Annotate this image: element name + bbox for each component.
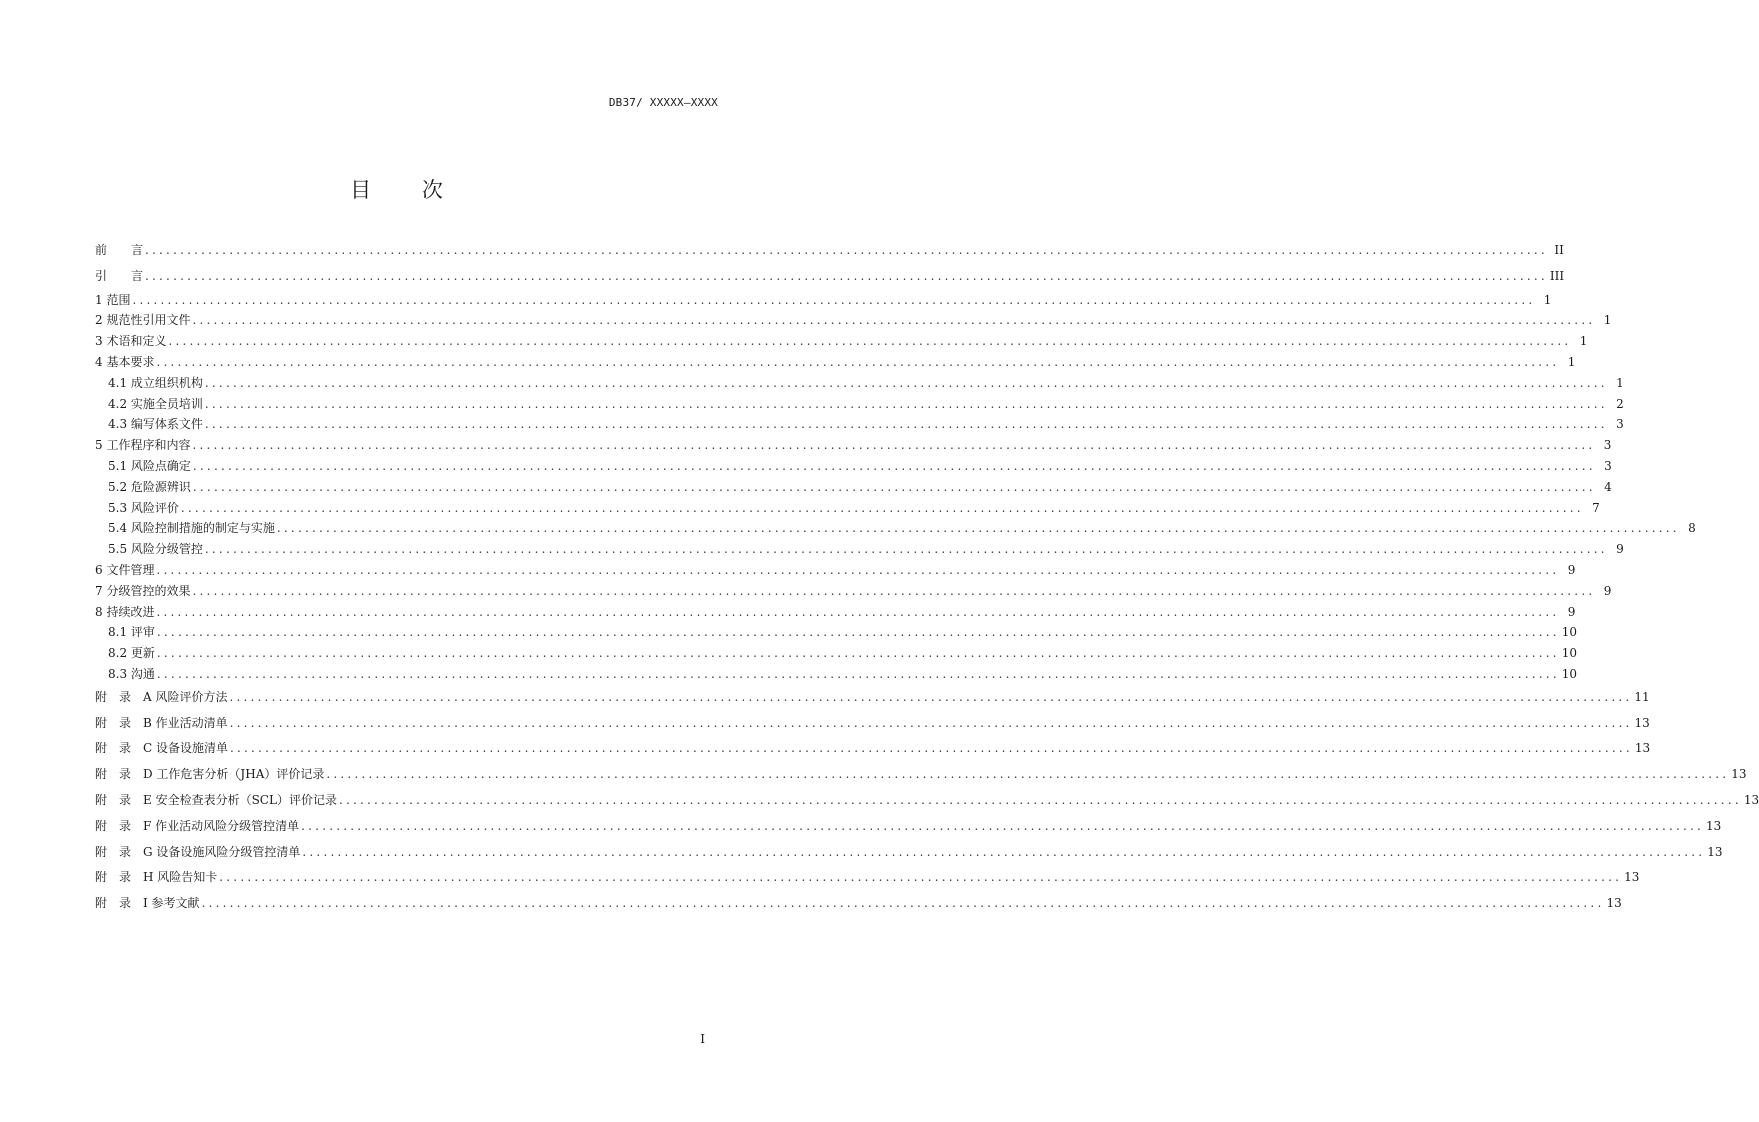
toc-entry[interactable] [95,711,1650,737]
toc-dot-leader: ........................................................................................................................................................................................................ [132,292,1536,307]
toc-entry-label: 4 基本要求 [95,354,155,369]
toc-dot-leader: ........................................................................................................................................................................................................ [204,542,1608,557]
toc-entry-page: 2 [1616,396,1624,411]
toc-entry-label: 附 录 A 风险评价方法 [95,689,228,704]
toc-entry[interactable] [95,865,1640,891]
toc-entry[interactable] [95,518,1696,539]
toc-entry[interactable] [95,581,1612,602]
toc-entry[interactable] [95,622,1578,643]
toc-dot-leader: ........................................................................................................................................................................................................ [156,666,1560,681]
toc-entry[interactable] [95,435,1612,456]
toc-dot-leader: ........................................................................................................................................................................................................ [145,243,1548,257]
toc-dot-leader: ........................................................................................................................................................................................................ [145,268,1548,283]
toc-dot-leader: ........................................................................................................................................................................................................ [156,625,1560,640]
toc-entry-page: 1 [1616,375,1624,390]
toc-entry-label: 5.5 风险分级管控 [108,542,203,557]
toc-entry[interactable] [95,498,1600,519]
toc-entry-label: 附 录 C 设备设施清单 [95,741,228,756]
toc-entry[interactable] [95,394,1624,415]
toc-entry-page: 1 [1543,292,1552,307]
toc-entry[interactable] [95,891,1622,917]
toc-entry-page: 9 [1567,604,1576,619]
toc-entry-page: 13 [1624,870,1640,885]
toc-entry[interactable] [95,290,1552,311]
toc-entry-label: 1 范围 [95,292,131,307]
toc-dot-leader: ........................................................................................................................................................................................................ [204,396,1608,411]
toc-dot-leader: ........................................................................................................................................................................................................ [168,334,1572,349]
toc-entry-page: 9 [1567,562,1576,577]
toc-entry-page: 8 [1688,521,1696,536]
toc-entry-label: 附 录 F 作业活动风险分级管控清单 [95,818,300,833]
toc-entry-page: 9 [1616,542,1624,557]
toc-entry-label: 6 文件管理 [95,562,155,577]
toc-dot-leader: ........................................................................................................................................................................................................ [156,604,1560,619]
document-code: DB37/ XXXXX—XXXX [608,96,718,109]
toc-entry-label: 4.1 成立组织机构 [108,375,203,390]
toc-entry-label: 附 录 G 设备设施风险分级管控清单 [95,844,301,859]
toc-dot-leader: ........................................................................................................................................................................................................ [276,521,1680,536]
toc-dot-leader: ........................................................................................................................................................................................................ [156,562,1560,577]
toc-entry-label: 附 录 I 参考文献 [95,896,200,911]
toc-entry-page: 13 [1731,767,1747,782]
toc-dot-leader: ........................................................................................................................................................................................................ [201,896,1605,911]
toc-entry-page: 1 [1603,313,1612,328]
toc-entry-label: 附 录 H 风险告知卡 [95,870,218,885]
toc-entry-page: 3 [1603,438,1612,453]
toc-dot-leader: ........................................................................................................................................................................................................ [301,818,1705,833]
toc-entry[interactable] [95,264,1565,290]
toc-entry-label: 5.1 风险点确定 [108,458,191,473]
toc-entry-page: 3 [1616,417,1624,432]
toc-dot-leader: ........................................................................................................................................................................................................ [156,646,1560,661]
toc-entry-label: 前 言 [95,243,144,257]
toc-entry-page: 13 [1707,844,1723,859]
toc-entry-label: 附 录 B 作业活动清单 [95,715,228,730]
toc-entry[interactable] [95,331,1588,352]
toc-entry-label: 附 录 E 安全检查表分析（SCL）评价记录 [95,792,337,807]
toc-entry-label: 5 工作程序和内容 [95,438,191,453]
toc-entry-page: 1 [1567,354,1576,369]
toc-entry-page: 3 [1604,458,1612,473]
toc-entry-label: 5.4 风险控制措施的制定与实施 [108,521,275,536]
toc-entry[interactable] [95,352,1576,373]
toc-entry-page: 13 [1743,792,1759,807]
toc-entry-page: 7 [1592,500,1600,515]
toc-entry-page: 4 [1604,479,1612,494]
toc-entry-page: II [1554,243,1564,257]
page-number: I [700,1032,705,1046]
toc-entry-page: III [1549,268,1565,283]
toc-title: 目 次 [350,178,465,202]
toc-entry-label: 2 规范性引用文件 [95,313,191,328]
toc-entry[interactable] [95,560,1576,581]
toc-entry-label: 8 持续改进 [95,604,155,619]
toc-entry[interactable] [95,477,1612,498]
toc-entry[interactable] [95,414,1624,435]
toc-dot-leader: ........................................................................................................................................................................................................ [219,870,1623,885]
toc-entry[interactable] [95,814,1722,840]
toc-entry[interactable] [95,238,1564,264]
toc-entry-label: 引 言 [95,268,144,283]
toc-entry-label: 4.3 编写体系文件 [108,417,203,432]
toc-entry-label: 4.2 实施全员培训 [108,396,203,411]
toc-dot-leader: ........................................................................................................................................................................................................ [156,354,1560,369]
toc-entry[interactable] [95,643,1578,664]
toc-dot-leader: ........................................................................................................................................................................................................ [192,458,1596,473]
toc-entry[interactable] [95,685,1650,711]
toc-entry-page: 13 [1606,896,1622,911]
toc-entry-label: 5.3 风险评价 [108,500,179,515]
toc-entry-label: 7 分级管控的效果 [95,583,191,598]
toc-entry-label: 3 术语和定义 [95,334,167,349]
table-of-contents [95,238,1759,917]
toc-dot-leader: ........................................................................................................................................................................................................ [229,715,1633,730]
toc-entry-page: 1 [1579,334,1588,349]
toc-dot-leader: ........................................................................................................................................................................................................ [326,767,1730,782]
toc-entry[interactable] [95,788,1759,814]
toc-dot-leader: ........................................................................................................................................................................................................ [204,417,1608,432]
toc-dot-leader: ........................................................................................................................................................................................................ [204,375,1608,390]
toc-dot-leader: ........................................................................................................................................................................................................ [338,792,1742,807]
toc-dot-leader: ........................................................................................................................................................................................................ [192,313,1596,328]
toc-entry-page: 10 [1561,625,1578,640]
toc-dot-leader: ........................................................................................................................................................................................................ [192,438,1596,453]
toc-dot-leader: ........................................................................................................................................................................................................ [230,741,1633,756]
toc-entry-label: 8.1 评审 [108,625,155,640]
toc-entry-page: 13 [1634,715,1650,730]
toc-entry-page: 13 [1634,741,1651,756]
toc-entry-page: 10 [1561,646,1578,661]
toc-dot-leader: ........................................................................................................................................................................................................ [192,583,1596,598]
toc-entry-label: 8.2 更新 [108,646,155,661]
toc-entry[interactable] [95,664,1578,685]
toc-entry[interactable] [95,602,1576,623]
toc-entry-label: 附 录 D 工作危害分析（JHA）评价记录 [95,767,325,782]
toc-dot-leader: ........................................................................................................................................................................................................ [192,479,1596,494]
toc-entry[interactable] [95,840,1723,866]
toc-entry-page: 13 [1706,818,1722,833]
toc-entry[interactable] [95,736,1651,762]
toc-entry-label: 5.2 危险源辨识 [108,479,191,494]
toc-dot-leader: ........................................................................................................................................................................................................ [302,844,1706,859]
toc-entry[interactable] [95,539,1624,560]
toc-entry-page: 10 [1561,666,1578,681]
toc-entry[interactable] [95,762,1747,788]
toc-dot-leader: ........................................................................................................................................................................................................ [180,500,1584,515]
toc-entry-label: 8.3 沟通 [108,666,155,681]
toc-entry[interactable] [95,373,1624,394]
toc-entry-page: 9 [1603,583,1612,598]
toc-entry[interactable] [95,310,1612,331]
toc-entry-page: 11 [1634,689,1650,704]
toc-entry[interactable] [95,456,1612,477]
toc-dot-leader: ........................................................................................................................................................................................................ [229,689,1633,704]
